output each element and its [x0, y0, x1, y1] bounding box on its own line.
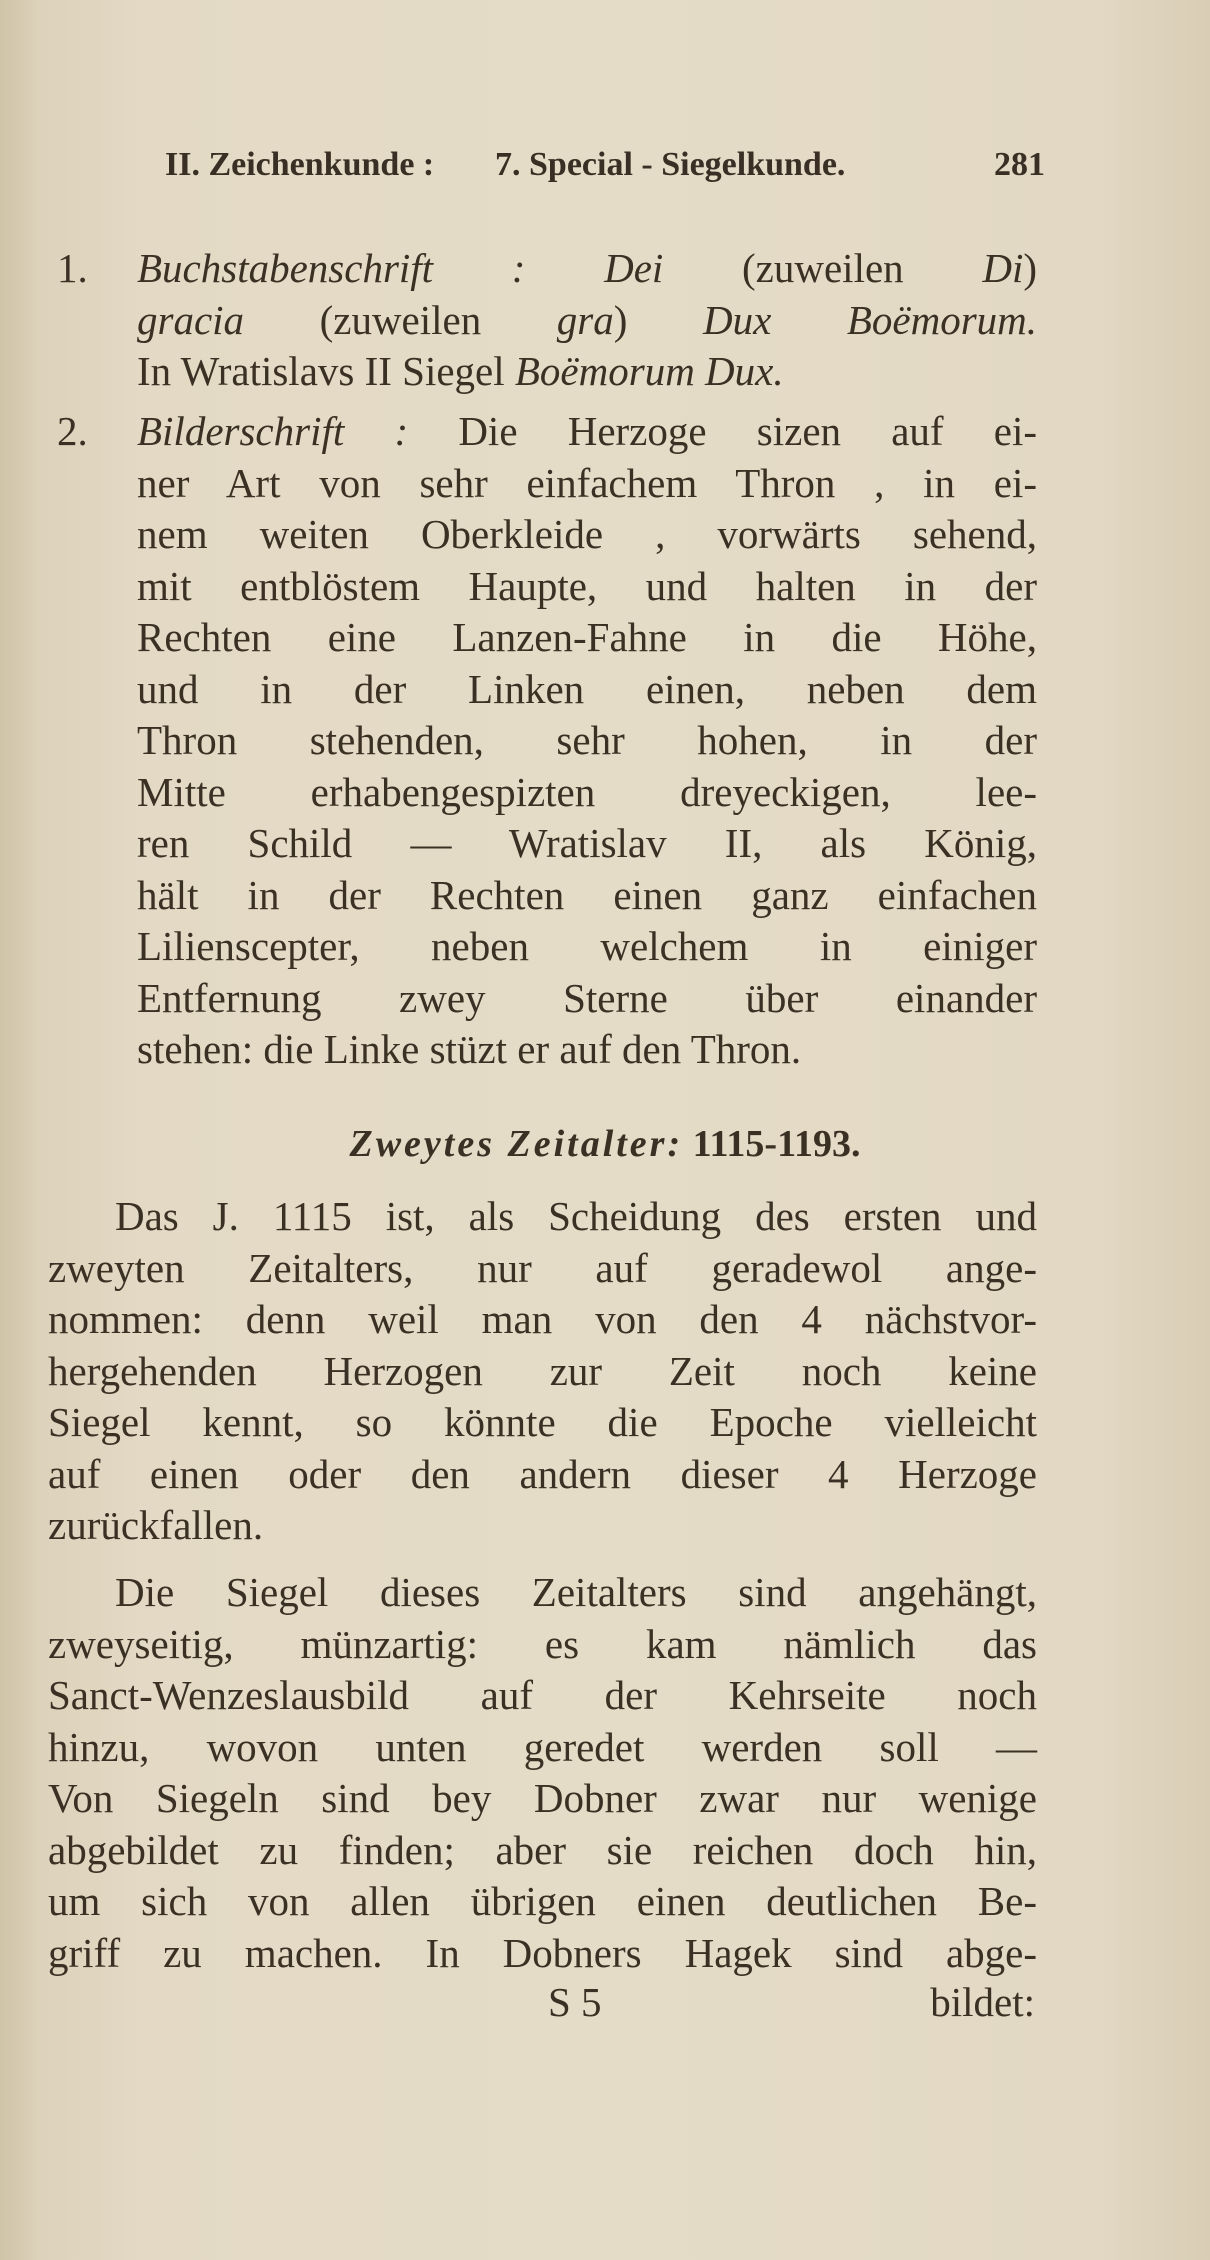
text: mit entblöstem Haupte, und halten in der — [137, 562, 1037, 609]
text-line: zweyseitig, münzartig: es kam nämlich das — [48, 1620, 1037, 1667]
text-line: zweyten Zeitalters, nur auf geradewol ange- — [48, 1244, 1037, 1291]
text: ner Art von sehr einfachem Thron , in ei- — [137, 459, 1037, 506]
text-line: um sich von allen übrigen einen deutlichen Be- — [48, 1878, 1037, 1924]
text: (zuweilen — [663, 245, 983, 291]
text: hält in der Rechten einen ganz einfachen — [137, 871, 1037, 918]
item-number: 1. — [57, 245, 88, 291]
text: In Wratislavs II Siegel — [137, 348, 515, 394]
item-number: 2. — [57, 408, 88, 454]
italic-text: Bilderschrift : — [137, 408, 409, 454]
text-line — [137, 973, 1037, 1025]
italic-text: Di — [982, 245, 1024, 291]
text-line: zurückfallen. — [48, 1502, 264, 1548]
text: nem weiten Oberkleide , vorwärts sehend, — [137, 511, 1037, 557]
text — [525, 245, 604, 291]
text: Die Herzoge sizen auf ei- — [408, 408, 1038, 454]
text: (zuweilen — [244, 296, 557, 343]
italic-text: Dei — [604, 245, 664, 291]
italic-text: Buchstabenschrift : — [137, 245, 526, 291]
text: und in der Linken einen, neben dem — [137, 665, 1037, 712]
text: ) — [613, 296, 703, 343]
text: Mitte erhabengespizten dreyeckigen, lee- — [137, 768, 1037, 815]
text: stehen: die Linke stüzt er auf den Thron. — [137, 1026, 802, 1072]
header-section: II. Zeichenkunde : — [165, 146, 435, 183]
text: Lilienscepter, neben welchem in einiger — [137, 923, 1037, 969]
text-line — [137, 509, 1037, 561]
paragraph-1 — [48, 1191, 1037, 1552]
italic-text: Boëmorum Dux. — [514, 348, 784, 394]
text-line — [137, 346, 1037, 398]
list-item-1 — [57, 243, 1038, 398]
text: Rechten eine Lanzen-Fahne in die Höhe, — [137, 614, 1037, 660]
text-line — [57, 406, 1038, 458]
text-line: hinzu, wovon unten geredet werden soll — — [48, 1723, 1037, 1770]
header-subsection: 7. Special - Siegelkunde. — [495, 146, 846, 183]
text-line: abgebildet zu finden; aber sie reichen doch hin, — [48, 1826, 1037, 1873]
text-line — [137, 870, 1037, 922]
text-line: Das J. 1115 ist, als Scheidung des ersten und — [115, 1193, 1037, 1239]
text-line: Siegel kennt, so könnte die Epoche vielleicht — [48, 1399, 1037, 1445]
text: ) — [1023, 245, 1038, 291]
text-line — [137, 458, 1037, 510]
text-line: Sanct-Wenzeslausbild auf der Kehrseite noch — [48, 1672, 1037, 1718]
page-number: 281 — [994, 146, 1045, 183]
catchword: bildet: — [930, 1979, 1035, 2025]
text-line — [57, 243, 1038, 295]
text: Entfernung zwey Sterne über einander — [137, 974, 1037, 1021]
text: ren Schild — Wratislav II, als König, — [137, 820, 1037, 866]
paragraph-2 — [48, 1567, 1037, 1979]
italic-text: gracia — [137, 296, 245, 343]
section-heading — [0, 1122, 1210, 1166]
text-line — [137, 664, 1037, 716]
text-line — [137, 561, 1037, 613]
text-line — [137, 818, 1037, 870]
text-line — [137, 715, 1037, 767]
signature-mark: S 5 — [548, 1979, 602, 2025]
text-line — [137, 612, 1037, 664]
section-heading-title: Zweytes Zeitalter: — [349, 1123, 684, 1165]
text-line: Von Siegeln sind bey Dobner zwar nur wenige — [48, 1775, 1037, 1821]
list-item-2 — [57, 406, 1038, 1076]
text: Thron stehenden, sehr hohen, in der — [137, 717, 1037, 763]
italic-text: Dux Boëmorum. — [702, 296, 1038, 343]
text-line — [137, 295, 1037, 347]
text-line: hergehenden Herzogen zur Zeit noch keine — [48, 1347, 1037, 1394]
running-header — [165, 146, 1045, 196]
text-line — [137, 1024, 1037, 1076]
text-line: auf einen oder den andern dieser 4 Herzoge — [48, 1450, 1037, 1497]
section-heading-years: 1115-1193. — [692, 1123, 861, 1165]
text-line: Die Siegel dieses Zeitalters sind angehängt, — [115, 1569, 1037, 1615]
text-line — [137, 921, 1037, 973]
text-line: griff zu machen. In Dobners Hagek sind abge- — [48, 1929, 1037, 1976]
text-line — [137, 767, 1037, 819]
text-line: nommen: denn weil man von den 4 nächstvor- — [48, 1296, 1037, 1342]
italic-text: gra — [556, 296, 614, 343]
